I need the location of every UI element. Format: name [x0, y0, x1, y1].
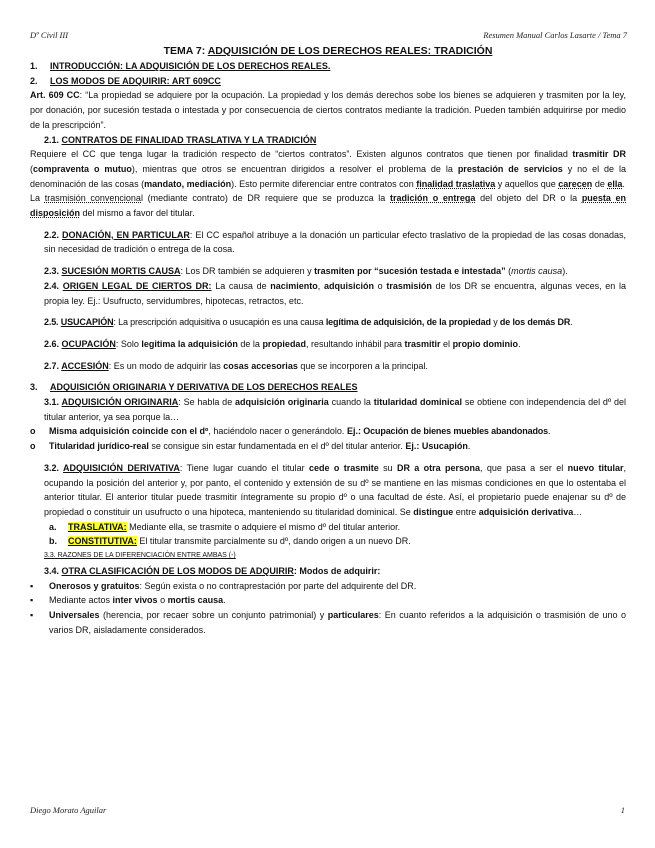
section-3-3: 3.3. RAZONES DE LA DIFERENCIACIÓN ENTRE AMBAS (-) — [44, 552, 236, 560]
list-item: a. TRASLATIVA: Mediante ella, se trasmite o adquiere el mismo dº del titular anterior. — [49, 521, 401, 532]
list-item: o Titularidad jurídico-real se consigue sin estar fundamentada en el dº del titular anterior. Ej.: Usucapión. — [30, 441, 471, 452]
page-title: TEMA 7: ADQUISICIÓN DE LOS DERECHOS REALES: TRADICIÓN — [163, 45, 493, 57]
section-3-1: 3.1. ADQUISICIÓN ORIGINARIA: Se habla de adquisición originaria cuando la titularidad dominical se obtiene con independencia del dº del titular anterior, ya sea porque la… — [44, 397, 627, 422]
list-item: ▪ Onerosos y gratuitos: Según exista o no contraprestación por parte del adquirente del DR. — [30, 580, 417, 591]
list-item: ▪ Universales (herencia, por recaer sobre un conjunto patrimonial) y particulares: En cuanto referidos a la adquisición o trasmisión de uno o varios DR, aisladamente considerados. — [30, 609, 626, 635]
section-3-2: 3.2. ADQUISICIÓN DERIVATIVA: Tiene lugar cuando el titular cede o trasmite su DR a otra persona, que pasa a ser el nuevo titular, ocupando la posición del anterior y, por panto, el contenido y extensión de su dº se mantiene en las mismas condiciones en que lo ostentaba el anterior titular. El anterior titular puede trasmitir íntegramente su propio dº o una facultad de éste. Así, el propietario puede enajenar su dº de propiedad o constituir un usufructo o una hipoteca, manteniendo su titularidad dominical. Se distingue entre adquisición derivativa… — [44, 462, 626, 517]
document-body — [30, 44, 626, 637]
page-number: 1 — [620, 805, 625, 815]
section-3-4-heading: 3.4. OTRA CLASIFICACIÓN DE LOS MODOS DE ADQUIRIR: Modos de adquirir: — [44, 565, 381, 576]
section-2-3: 2.3. SUCESIÓN MORTIS CAUSA: Los DR también se adquieren y trasmiten por “sucesión testada e intestada” (mortis causa). — [44, 266, 568, 277]
section-2-1-paragraph-2: La trasmisión convencional (mediante contrato) de DR requiere que se produzca la tradición o entrega del objeto del DR o la puesta en disposición del mismo a favor del titular. — [30, 193, 627, 219]
section-2-heading: 2. LOS MODOS DE ADQUIRIR: ART 609CC — [30, 75, 221, 86]
section-2-7: 2.7. ACCESIÓN: Es un modo de adquirir las cosas accesorias que se incorporen a la principal. — [44, 360, 428, 371]
header-left: Dº Civil III — [30, 30, 69, 40]
section-2-2: 2.2. DONACIÓN, EN PARTICULAR: El CC español atribuye a la donación un particular efecto traslativo de la propiedad de las cosas donadas, sin necesidad de tradición o entrega de la cosa. — [44, 229, 626, 255]
section-3-heading: 3. ADQUISICIÓN ORIGINARIA Y DERIVATIVA DE LOS DERECHOS REALES — [30, 382, 358, 393]
section-2-4: 2.4. ORIGEN LEGAL DE CIERTOS DR: La causa de nacimiento, adquisición o trasmisión de los DR se encuentra, algunas veces, en la propia ley. Ej.: Usufructo, servidumbres, hipotecas, retractos, etc. — [44, 280, 626, 306]
list-item: b. CONSTITUTIVA: El titular transmite parcialmente su dº, dando origen a un nuevo DR. — [49, 536, 411, 547]
footer-author: Diego Morato Aguilar — [30, 805, 107, 815]
section-2-5: 2.5. USUCAPIÓN: La prescripción adquisitiva o usucapión es una causa legítima de adquisición, de la propiedad y de los demás DR. — [44, 317, 573, 328]
section-2-1-paragraph-1: Requiere el CC que tenga lugar la tradición respecto de “ciertos contratos”. Existen algunos contratos que tienen por finalidad trasmitir DR (compraventa o mutuo), mientras que otros se encuentran dirigidos a resolver el problema de la prestación de servicios y no el de la denominación de las cosas (mandato, mediación). Esto permite diferenciar entre contratos con finalidad traslativa y aquellos que carecen de ella. — [30, 149, 626, 189]
section-1-heading: 1. INTRODUCCIÓN: LA ADQUISICIÓN DE LOS DERECHOS REALES. — [30, 61, 331, 71]
header-right: Resumen Manual Carlos Lasarte / Tema 7 — [483, 30, 627, 40]
art-609-paragraph: Art. 609 CC: “La propiedad se adquiere por la ocupación. La propiedad y los demás derechos sobe los bienes se adquieren y trasmiten por la ley, por donación, por sucesión testada o intestada y por consecuencia de ciertos contratos mediante la tradición. Pueden también adquirirse por medio de la prescripción”. — [30, 90, 627, 130]
section-2-1-heading: 2.1. CONTRATOS DE FINALIDAD TRASLATIVA Y LA TRADICIÓN — [44, 134, 317, 145]
list-item: o Misma adquisición coincide con el dº, haciéndolo nacer o generándolo. Ej.: Ocupación de bienes muebles abandonados. — [30, 426, 551, 437]
list-item: ▪ Mediante actos inter vivos o mortis causa. — [30, 595, 226, 606]
section-2-6: 2.6. OCUPACIÓN: Solo legitima la adquisición de la propiedad, resultando inhábil para trasmitir el propio dominio. — [44, 338, 521, 349]
